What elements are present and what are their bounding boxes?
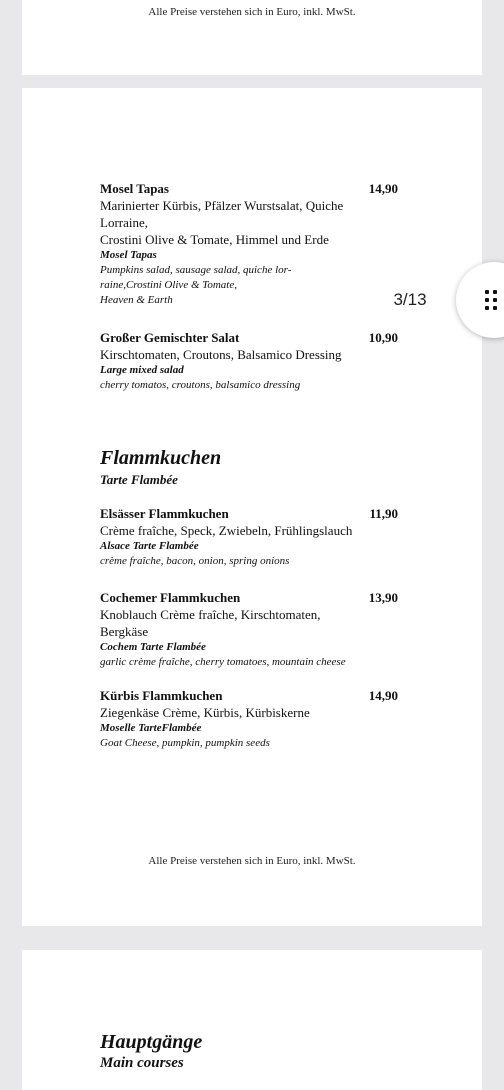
grid-dots-icon: [485, 290, 499, 310]
item-price: 10,90: [368, 330, 398, 345]
item-price: 14,90: [368, 688, 398, 703]
item-description: Crème fraîche, Speck, Zwiebeln, Frühlingslauch: [100, 523, 353, 538]
item-price: 13,90: [368, 590, 398, 605]
item-description: Kirschtomaten, Croutons, Balsamico Dressing: [100, 347, 342, 362]
menu-item: [100, 687, 398, 751]
item-english-description: Goat Cheese, pumpkin, pumpkin seeds: [100, 737, 270, 749]
pdf-page-next: [22, 950, 482, 1090]
item-english-name: Large mixed salad: [100, 364, 184, 376]
item-name: Cochemer Flammkuchen: [100, 590, 241, 605]
item-price: 14,90: [368, 181, 398, 196]
item-name: Großer Gemischter Salat: [100, 330, 240, 345]
item-price: 11,90: [369, 506, 398, 521]
menu-item: [100, 180, 398, 308]
menu-item: [100, 589, 398, 670]
item-english-description: Heaven & Earth: [100, 294, 173, 306]
item-description: Lorraine,: [100, 215, 149, 230]
item-name: Kürbis Flammkuchen: [100, 688, 223, 703]
price-note: Alle Preise verstehen sich in Euro, inkl. MwSt.: [148, 855, 356, 867]
item-description: Knoblauch Crème fraîche, Kirschtomaten,: [100, 607, 321, 622]
item-description: Ziegenkäse Crème, Kürbis, Kürbiskerne: [100, 705, 310, 720]
item-english-description: garlic crème fraîche, cherry tomatoes, mountain cheese: [100, 656, 346, 668]
item-english-description: Pumpkins salad, sausage salad, quiche lor-: [100, 264, 292, 276]
item-english-name: Alsace Tarte Flambée: [100, 540, 199, 552]
item-english-description: crème fraîche, bacon, onion, spring onions: [100, 555, 290, 567]
section-title: Flammkuchen: [100, 447, 222, 469]
item-name: Elsässer Flammkuchen: [100, 506, 229, 521]
section-title: Hauptgänge: [100, 1031, 203, 1053]
pdf-page-previous: [22, 0, 482, 75]
section-subtitle: Tarte Flambée: [100, 472, 178, 487]
item-english-description: cherry tomatos, croutons, balsamico dressing: [100, 379, 301, 391]
price-note: Alle Preise verstehen sich in Euro, inkl. MwSt.: [148, 6, 356, 18]
pdf-page-current: [22, 88, 482, 926]
item-english-description: raine,Crostini Olive & Tomate,: [100, 279, 237, 291]
item-english-name: Moselle TarteFlambée: [100, 722, 202, 734]
item-description: Crostini Olive & Tomate, Himmel und Erde: [100, 232, 329, 247]
menu-item: [100, 329, 398, 393]
item-description: Bergkäse: [100, 624, 149, 639]
page-counter: 3/13: [393, 290, 427, 309]
section-subtitle: Main courses: [100, 1055, 184, 1071]
item-name: Mosel Tapas: [100, 181, 169, 196]
item-english-name: Cochem Tarte Flambée: [100, 641, 206, 653]
item-description: Marinierter Kürbis, Pfälzer Wurstsalat, Quiche: [100, 198, 344, 213]
item-english-name: Mosel Tapas: [100, 249, 157, 261]
menu-item: [100, 505, 398, 569]
